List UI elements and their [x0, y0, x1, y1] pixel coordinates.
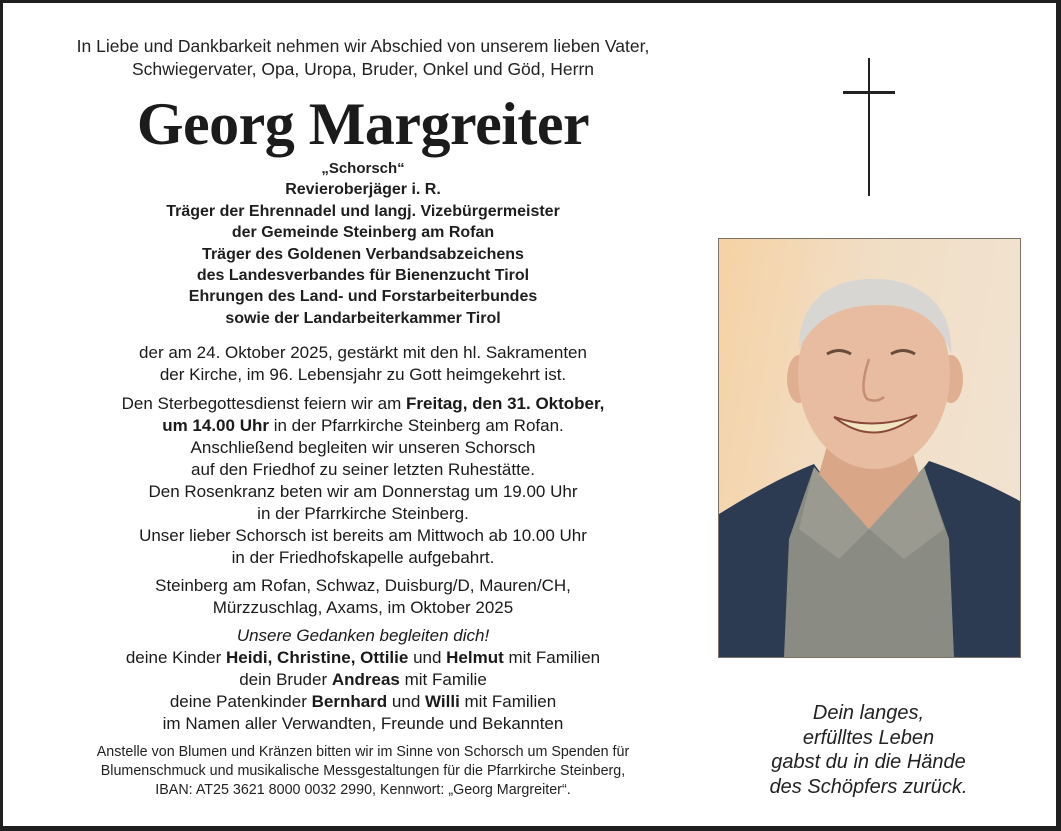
intro-line: Schwiegervater, Opa, Uropa, Bruder, Onkel und Göd, Herrn [131, 59, 595, 79]
death-statement [3, 342, 723, 386]
title-line: des Landesverbandes für Bienenzucht Tirol [196, 267, 530, 285]
brother-line [3, 669, 723, 691]
text: mit Familien [459, 692, 557, 711]
text: mit Familien [503, 648, 601, 667]
quote-line: Dein langes, [812, 702, 925, 724]
godchildren-line [3, 691, 723, 713]
service-line: Anschließend begleiten wir unseren Schorsch [190, 438, 536, 457]
text: dein Bruder [239, 670, 332, 689]
places-date [3, 575, 723, 619]
title-line: Ehrungen des Land- und Forstarbeiterbundes [188, 288, 538, 306]
title-line: Revieroberjäger i. R. [285, 181, 441, 199]
intro-line: In Liebe und Dankbarkeit nehmen wir Abschied von unserem lieben Vater, [76, 36, 650, 56]
iban-line: IBAN: AT25 3621 8000 0032 2990, Kennwort: „Georg Margreiter“. [155, 782, 571, 798]
donation-request [3, 743, 723, 800]
godchild-name: Willi [425, 692, 460, 711]
service-text: Den Sterbegottesdienst feiern wir am [121, 394, 407, 413]
service-line: auf den Friedhof zu seiner letzten Ruhestätte. [191, 460, 535, 479]
others-line: im Namen aller Verwandten, Freunde und Bekannten [162, 714, 564, 733]
donation-line: Blumenschmuck und musikalische Messgestaltungen für die Pfarrkirche Steinberg, [100, 763, 626, 779]
children-line [3, 647, 723, 669]
rosary-line: in der Pfarrkirche Steinberg. [257, 504, 469, 523]
godchild-name: Bernhard [311, 692, 388, 711]
text: und [387, 692, 425, 711]
places-line: Steinberg am Rofan, Schwaz, Duisburg/D, Mauren/CH, [155, 576, 571, 595]
intro-text [3, 35, 723, 81]
obituary-notice [3, 3, 1056, 826]
service-info [3, 393, 723, 569]
cross-vertical [868, 58, 871, 196]
text: deine Patenkinder [169, 692, 312, 711]
service-time: um 14.00 Uhr [162, 416, 269, 435]
service-date: Freitag, den 31. Oktober, [406, 394, 605, 413]
family-motto: Unsere Gedanken begleiten dich! [236, 626, 490, 645]
service-line [3, 415, 723, 437]
death-line: der Kirche, im 96. Lebensjahr zu Gott heimgekehrt ist. [159, 365, 567, 384]
service-line [3, 393, 723, 415]
memorial-quote [718, 701, 1019, 799]
viewing-line: in der Friedhofskapelle aufgebahrt. [231, 548, 495, 567]
quote-line: gabst du in die Hände [771, 751, 966, 773]
title-line: Träger der Ehrennadel und langj. Vizebürgermeister [166, 202, 560, 220]
cross-horizontal [843, 91, 895, 94]
brother-name: Andreas [331, 670, 400, 689]
title-line: Träger des Goldenen Verbandsabzeichens [202, 245, 524, 263]
text: mit Familie [399, 670, 487, 689]
service-text: in der Pfarrkirche Steinberg am Rofan. [268, 416, 564, 435]
donation-line: Anstelle von Blumen und Kränzen bitten wir im Sinne von Schorsch um Spenden für [96, 744, 630, 760]
portrait-photo [718, 238, 1021, 658]
portrait-illustration [719, 239, 1020, 657]
children-names: Heidi, Christine, Ottilie [226, 648, 409, 667]
viewing-line: Unser lieber Schorsch ist bereits am Mittwoch ab 10.00 Uhr [139, 526, 587, 545]
rosary-line: Den Rosenkranz beten wir am Donnerstag um 19.00 Uhr [148, 482, 578, 501]
text: und [408, 648, 447, 667]
places-line: Mürzzuschlag, Axams, im Oktober 2025 [212, 598, 514, 617]
quote-line: des Schöpfers zurück. [769, 775, 968, 798]
title-line: sowie der Landarbeiterkammer Tirol [225, 309, 501, 327]
nickname: „Schorsch“ [321, 160, 405, 177]
titles-block [3, 158, 723, 329]
quote-line: erfülltes Leben [802, 726, 935, 749]
text: deine Kinder [125, 648, 227, 667]
death-line: der am 24. Oktober 2025, gestärkt mit den hl. Sakramenten [139, 343, 587, 362]
deceased-name: Georg Margreiter [136, 91, 590, 157]
family-mourners [3, 625, 723, 735]
title-line: der Gemeinde Steinberg am Rofan [231, 224, 495, 242]
child-name: Helmut [446, 648, 504, 667]
cross-icon [843, 56, 895, 196]
